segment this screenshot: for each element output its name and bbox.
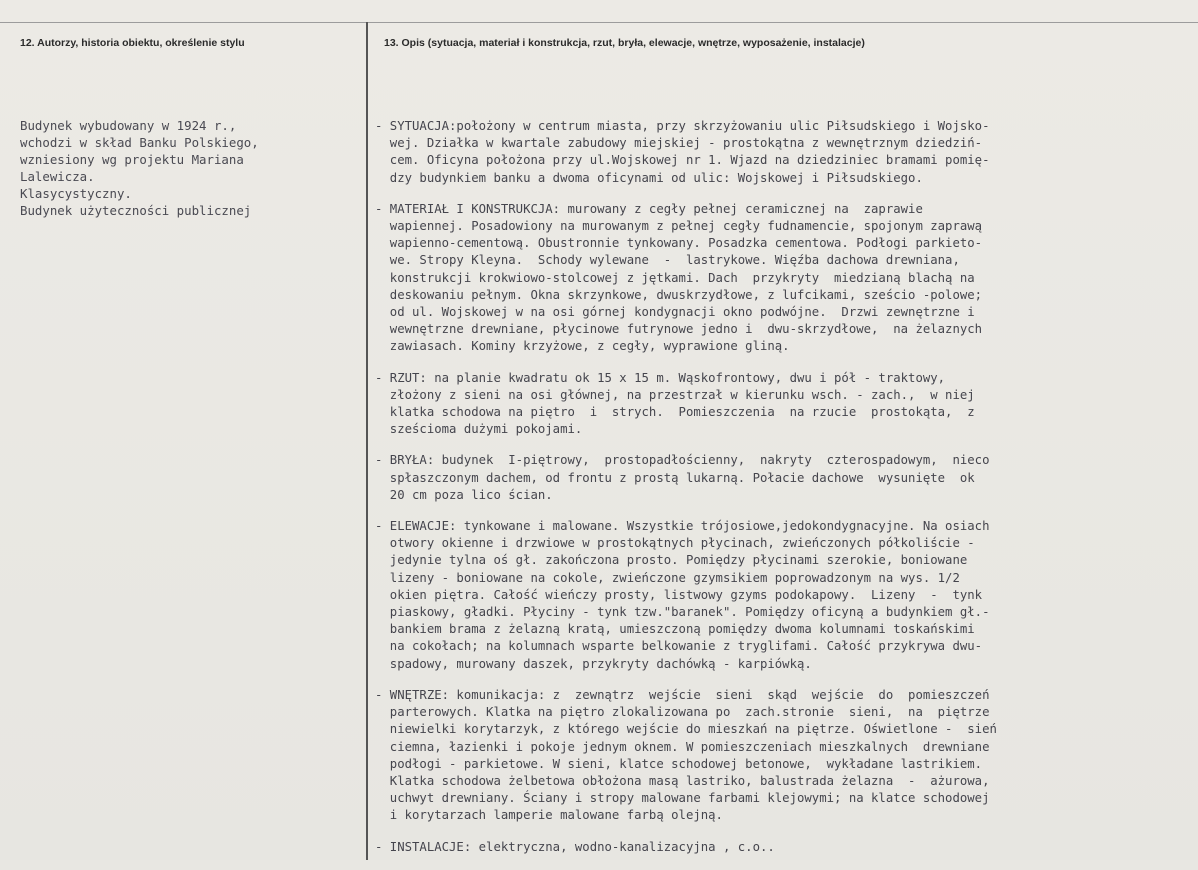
text-line: Klatka schodowa żelbetowa obłożona masą lastriko, balustrada żelazna - ażurowa, (375, 773, 990, 788)
paragraph-bryla (375, 452, 1195, 504)
text-line: klatka schodowa na piętro i strych. Pomieszczenia na rzucie prostokąta, z (375, 405, 975, 420)
description-text (375, 118, 1195, 870)
text-line: lizeny - boniowane na cokole, zwieńczone gzymsikiem poprowadzonym na wys. 1/2 (375, 570, 960, 585)
text-line: - INSTALACJE: elektryczna, wodno-kanalizacyjna , c.o.. (375, 839, 775, 854)
text-line: bankiem brama z żelazną kratą, umieszczoną pomiędzy dwoma kolumnami toskańskimi (375, 622, 975, 637)
text-line: zawiasach. Kominy krzyżowe, z cegły, wyprawione gliną. (375, 339, 790, 354)
paragraph-wnetrze (375, 687, 1195, 825)
paragraph-sytuacja (375, 118, 1195, 187)
history-line: Lalewicza. (20, 169, 95, 185)
text-line: konstrukcji krokwiowo-stolcowej z jętkami. Dach przykryty miedzianą blachą na (375, 270, 975, 285)
paragraph-elewacje (375, 518, 1195, 673)
text-line: - BRYŁA: budynek I-piętrowy, prostopadłościenny, nakryty czterospadowym, nieco (375, 453, 990, 468)
text-line: piaskowy, gładki. Płyciny - tynk tzw."baranek". Pomiędzy oficyną a budynkiem gł.- (375, 605, 990, 620)
text-line: we. Stropy Kleyna. Schody wylewane - lastrykowe. Więźba dachowa drewniana, (375, 253, 960, 268)
text-line: wewnętrzne drewniane, płycinowe futrynowe jedno i dwu-skrzydłowe, na żelaznych (375, 322, 983, 337)
text-line: - MATERIAŁ I KONSTRUKCJA: murowany z cegły pełnej ceramicznej na zaprawie (375, 201, 923, 216)
paragraph-material (375, 201, 1195, 356)
text-line: wej. Działka w kwartale zabudowy miejskiej - prostokątna z wewnętrznym dziedziń- (375, 136, 983, 151)
text-line: uchwyt drewniany. Ściany i stropy malowane farbami klejowymi; na klatce schodowej (375, 791, 990, 806)
section-12-heading: 12. Autorzy, historia obiektu, określenie stylu (20, 37, 245, 49)
text-line: spłaszczonym dachem, od frontu z prostą lukarną. Połacie dachowe wysunięte ok (375, 470, 975, 485)
text-line: spadowy, murowany daszek, przykryty dachówką - karpiówką. (375, 656, 812, 671)
text-line: wapienno-cementową. Obustronnie tynkowany. Posadzka cementowa. Podłogi parkieto- (375, 236, 983, 251)
text-line: złożony z sieni na osi głównej, na przestrzał w kierunku wsch. - zach., w niej (375, 387, 975, 402)
text-line: sześcioma dużymi pokojami. (375, 422, 583, 437)
text-line: cem. Oficyna położona przy ul.Wojskowej nr 1. Wjazd na dziedziniec bramami pomię- (375, 153, 990, 168)
text-line: okien piętra. Całość wieńczy prosty, listwowy gzyms podokapowy. Lizeny - tynk (375, 587, 983, 602)
text-line: deskowaniu pełnym. Okna skrzynkowe, dwuskrzydłowe, z lufcikami, sześcio -polowe; (375, 287, 983, 302)
text-line: - SYTUACJA:położony w centrum miasta, przy skrzyżowaniu ulic Piłsudskiego i Wojsko- (375, 119, 990, 133)
history-line: wchodzi w skład Banku Polskiego, (20, 135, 259, 151)
text-line: - RZUT: na planie kwadratu ok 15 x 15 m. Wąskofrontowy, dwu i pół - traktowy, (375, 370, 946, 385)
text-line: otwory okienne i drzwiowe w prostokątnych płycinach, zwieńczonych półkoliście - (375, 536, 975, 551)
text-line: parterowych. Klatka na piętro zlokalizowana po zach.stronie sieni, na piętrze (375, 705, 990, 720)
history-text (20, 117, 360, 220)
text-line: niewielki korytarzyk, z którego wejście do mieszkań na piętrze. Oświetlone - sień (375, 722, 997, 737)
text-line: - ELEWACJE: tynkowane i malowane. Wszystkie trójosiowe,jedokondygnacyjne. Na osiach (375, 519, 990, 534)
text-line: i korytarzach lamperie malowane farbą olejną. (375, 808, 723, 823)
section-13-heading: 13. Opis (sytuacja, materiał i konstrukcja, rzut, bryła, elewacje, wnętrze, wyposażenie, instalacje) (384, 37, 865, 49)
paragraph-instalacje (375, 839, 1195, 856)
text-line: na cokołach; na kolumnach wsparte belkowanie z tryglifami. Całość przykrywa dwu- (375, 639, 983, 654)
history-line: Budynek wybudowany w 1924 r., (20, 118, 237, 133)
text-line: jedynie tylna oś gł. zakończona prosto. Pomiędzy płycinami szerokie, boniowane (375, 553, 968, 568)
text-line: podłogi - parkietowe. W sieni, klatce schodowej betonowe, wykładane lastrikiem. (375, 756, 983, 771)
text-line: 20 cm poza lico ścian. (375, 487, 553, 502)
text-line: ciemna, łazienki i pokoje jednym oknem. W pomieszczeniach mieszkalnych drewniane (375, 739, 990, 754)
column-divider (366, 22, 368, 860)
top-rule (0, 22, 1198, 23)
text-line: wapiennej. Posadowiony na murowanym z pełnej cegły fudnamencie, spojonym zaprawą (375, 219, 983, 234)
history-line: Budynek użyteczności publicznej (20, 203, 252, 219)
text-line: dzy budynkiem banku a dwoma oficynami od ulic: Wojskowej i Piłsudskiego. (375, 170, 923, 185)
history-line: Klasycystyczny. (20, 186, 132, 202)
text-line: od ul. Wojskowej w na osi górnej kondygnacji okno podwójne. Drzwi zewnętrzne i (375, 305, 975, 320)
history-line: wzniesiony wg projektu Mariana (20, 152, 244, 168)
paragraph-rzut (375, 370, 1195, 439)
text-line: - WNĘTRZE: komunikacja: z zewnątrz wejście sieni skąd wejście do pomieszczeń (375, 687, 990, 702)
